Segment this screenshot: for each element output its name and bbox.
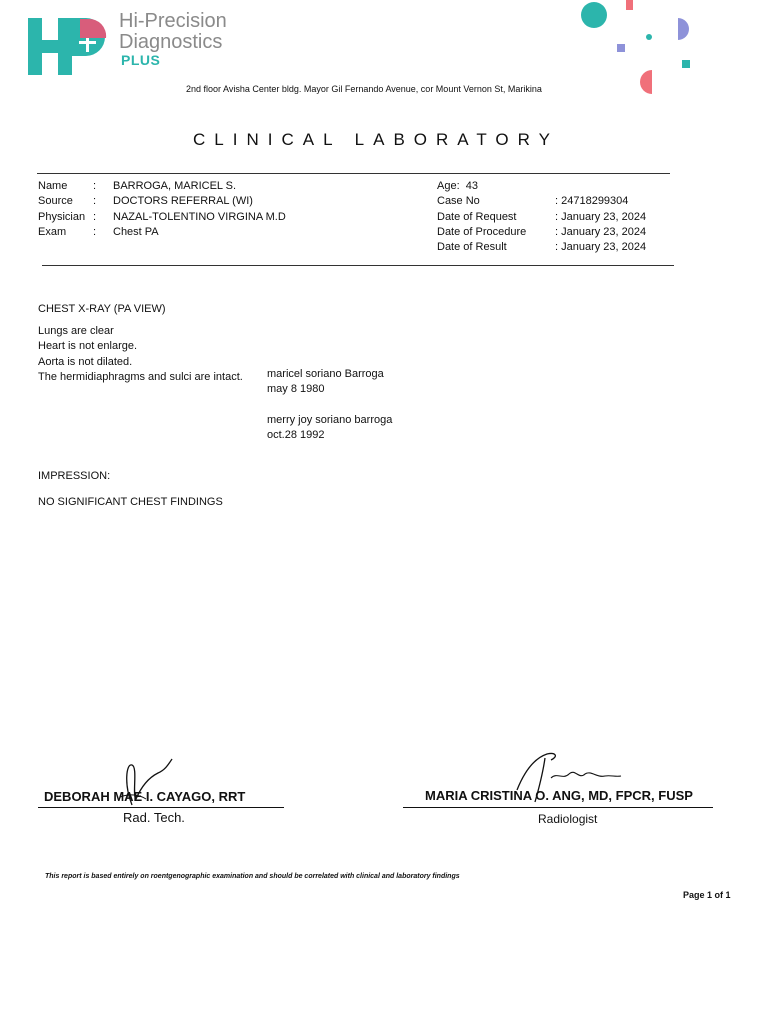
info-row-age: Age: 43 bbox=[437, 180, 478, 192]
note-line bbox=[267, 398, 392, 413]
signatory-name-radiologist: MARIA CRISTINA O. ANG, MD, FPCR, FUSP bbox=[425, 788, 693, 803]
impression-text: NO SIGNIFICANT CHEST FINDINGS bbox=[38, 496, 223, 508]
decorative-shapes bbox=[578, 0, 698, 100]
divider-bottom bbox=[42, 265, 674, 266]
disclaimer: This report is based entirely on roentgenographic examination and should be correlated with clinical and laboratory findings bbox=[45, 873, 460, 880]
note-line: may 8 1980 bbox=[267, 383, 325, 396]
page-title: CLINICAL LABORATORY bbox=[193, 130, 559, 149]
finding-line: The hermidiaphragms and sulci are intact. bbox=[38, 370, 243, 383]
signatory-role-radiologist: Radiologist bbox=[538, 812, 598, 826]
info-row-date-result: Date of Result : January 23, 2024 bbox=[437, 241, 647, 254]
info-row-source: Source : DOCTORS REFERRAL (WI) bbox=[38, 195, 253, 208]
report-heading: CHEST X-RAY (PA VIEW) bbox=[38, 303, 166, 315]
impression-label: IMPRESSION: bbox=[38, 470, 111, 482]
signatory-role-rad-tech: Rad. Tech. bbox=[123, 810, 185, 825]
note-line: maricel soriano Barroga bbox=[267, 368, 384, 380]
signature-line-radiologist bbox=[403, 807, 713, 808]
info-row-date-request: Date of Request : January 23, 2024 bbox=[437, 210, 647, 223]
patient-info-left bbox=[38, 179, 286, 240]
note-line: merry joy soriano barroga bbox=[267, 413, 393, 426]
finding-line: Aorta is not dilated. bbox=[38, 355, 133, 368]
signatory-name-rad-tech: DEBORAH MAE I. CAYAGO, RRT bbox=[44, 789, 246, 804]
finding-line: Heart is not enlarge. bbox=[38, 340, 138, 353]
info-row-exam: Exam : Chest PA bbox=[38, 225, 159, 238]
note-line: oct.28 1992 bbox=[267, 429, 325, 442]
finding-line: Lungs are clear bbox=[38, 325, 114, 337]
page-number: Page 1 of 1 bbox=[683, 890, 731, 900]
address: 2nd floor Avisha Center bldg. Mayor Gil Fernando Avenue, cor Mount Vernon St, Marikina bbox=[186, 84, 542, 94]
logo-icon bbox=[28, 16, 108, 76]
brand-name-line3: PLUS bbox=[121, 52, 161, 68]
info-row-name: Name : BARROGA, MARICEL S. bbox=[38, 180, 237, 192]
divider-top bbox=[37, 173, 670, 174]
patient-info-right bbox=[437, 179, 646, 255]
signature-line-rad-tech bbox=[38, 807, 284, 808]
brand-name-line1: Hi-Precision bbox=[119, 10, 227, 32]
info-row-case-no: Case No : 24718299304 bbox=[437, 195, 629, 208]
info-row-physician: Physician : NAZAL-TOLENTINO VIRGINA M.D bbox=[38, 210, 286, 223]
findings-list bbox=[38, 324, 243, 385]
handwritten-notes bbox=[267, 367, 392, 443]
brand-name-line2: Diagnostics bbox=[119, 31, 223, 53]
info-row-date-procedure: Date of Procedure : January 23, 2024 bbox=[437, 225, 647, 238]
